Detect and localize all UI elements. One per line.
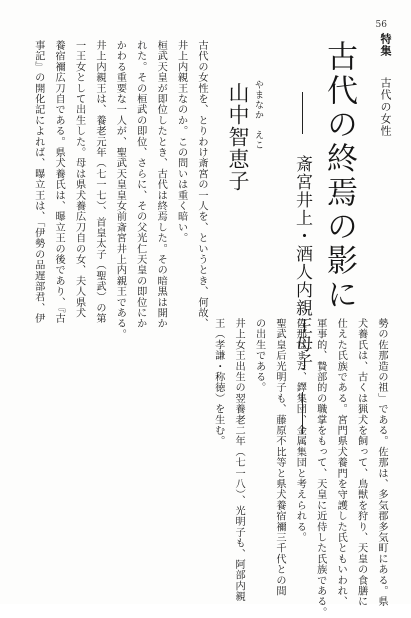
body-line: かわる重要な一人が、聖武天皇皇女前斎宮井上内親王である。 xyxy=(114,40,126,340)
body-line: 犬養氏は、古くは猟犬を飼って、鳥獣を狩り、天皇の食膳に xyxy=(355,318,367,607)
body-line: 佐那はまた、鐸集団、金属集団と考えられる。 xyxy=(294,318,306,543)
article-title: 古代の終焉の影に xyxy=(321,40,357,312)
series-label xyxy=(377,33,393,137)
series-tag: 特集 xyxy=(379,33,392,57)
body-line: 井上女王出生の翌養老二年（七一八）、光明子も、阿部内親 xyxy=(233,318,245,602)
body-line: 古代の女性を、とりわけ斎宮の一人を、というとき、何故、 xyxy=(196,40,207,329)
body-line: 井上内親王なのか。この問いは重く暗い。 xyxy=(175,40,187,244)
author-ruby: やまなか えこ xyxy=(253,80,263,150)
author-name: 山中智恵子 xyxy=(226,82,250,192)
body-line: の出生である。 xyxy=(253,318,265,393)
body-line: 一王女として出生した。母は県犬養広刀自の女、夫人県犬 xyxy=(73,40,85,319)
body-line: 養宿禰広刀自である。県犬養氏は、曝立王の後であり、『古 xyxy=(53,40,65,324)
body-line: 軍事的、贄部的の職掌をもって、天皇に近侍した氏族である。 xyxy=(314,318,326,618)
body-line: 事記』の開化記によれば、曝立王は、「伊勢の品遅部君、伊 xyxy=(32,40,44,324)
body-line: 桓武天皇が即位したとき、古代は終焉した。その暗黒は開か xyxy=(155,40,167,329)
body-line: 聖武皇后光明子も、藤原不比等と県犬養宿禰三千代との間 xyxy=(273,318,285,597)
body-line: 井上内親王は、養老元年（七一七）、首皇太子（聖武）の第 xyxy=(93,40,105,324)
body-upper-block xyxy=(6,40,211,340)
page-number: 56 xyxy=(375,20,387,30)
series-theme: 古代の女性 xyxy=(379,77,392,137)
body-line: れた。その桓武の即位、さらに、その父光仁天皇の即位にか xyxy=(134,40,146,329)
body-line: 仕えた氏族である。宮門県犬養門を守護した氏ともいわれ、 xyxy=(335,318,347,607)
subtitle-text: 斎宮井上・酒人内親王母子 xyxy=(292,155,312,371)
body-line: 王（孝謙・称徳）を生む。 xyxy=(212,318,224,447)
body-lower-block xyxy=(8,318,391,618)
body-line: 勢の佐那造の祖」である。佐那は、多気郡多気町にある。県 xyxy=(376,318,387,607)
subtitle-dash-top xyxy=(302,92,303,134)
